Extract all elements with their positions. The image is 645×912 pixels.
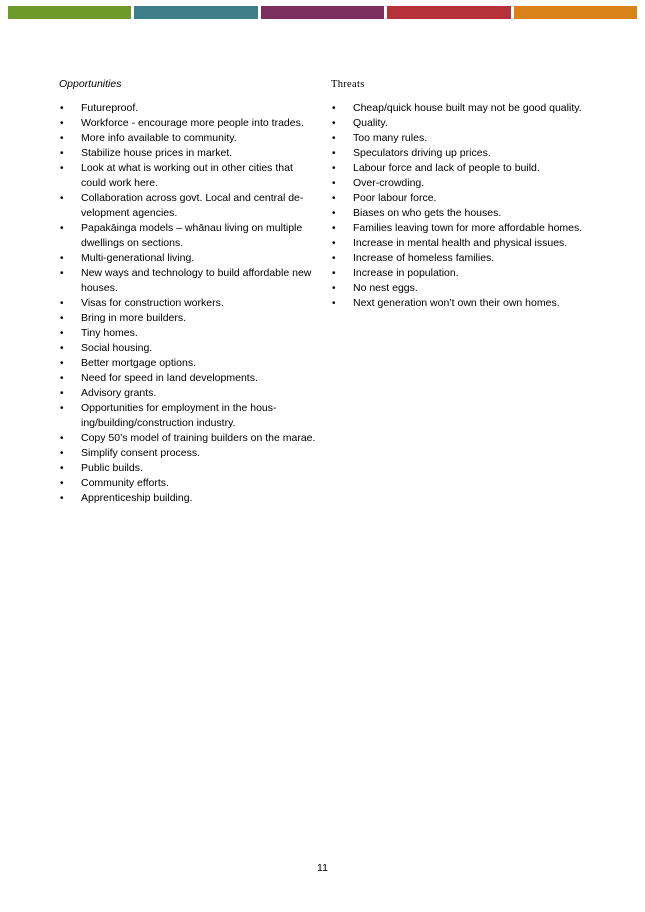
- list-item: • Labour force and lack of people to build.: [331, 161, 593, 176]
- list-item: • Increase in population.: [331, 266, 593, 281]
- color-bar: [8, 6, 637, 19]
- list-item: • No nest eggs.: [331, 281, 593, 296]
- color-bar-segment: [8, 6, 131, 19]
- list-item: • Workforce - encourage more people into trades.: [59, 116, 319, 131]
- list-item: • Simplify consent process.: [59, 446, 319, 461]
- threats-list: [331, 101, 593, 311]
- opportunities-heading: Opportunities: [59, 78, 122, 90]
- list-item: • Speculators driving up prices.: [331, 146, 593, 161]
- threats-heading: Threats: [331, 79, 365, 90]
- list-item: • Public builds.: [59, 461, 319, 476]
- threats-column: [331, 78, 593, 311]
- list-item: • Advisory grants.: [59, 386, 319, 401]
- color-bar-segment: [387, 6, 510, 19]
- list-item: • Increase in mental health and physical issues.: [331, 236, 593, 251]
- list-item: • Apprenticeship building.: [59, 491, 319, 506]
- list-item: • More info available to community.: [59, 131, 319, 146]
- list-item: • Too many rules.: [331, 131, 593, 146]
- list-item: • Collaboration across govt. Local and central de-velopment agencies.: [59, 191, 319, 221]
- opportunities-column: [59, 78, 319, 506]
- list-item: • Over-crowding.: [331, 176, 593, 191]
- list-item: • New ways and technology to build affordable new houses.: [59, 266, 319, 296]
- list-item: • Next generation won’t own their own homes.: [331, 296, 593, 311]
- list-item: • Multi-generational living.: [59, 251, 319, 266]
- list-item: • Quality.: [331, 116, 593, 131]
- list-item: • Bring in more builders.: [59, 311, 319, 326]
- list-item: • Better mortgage options.: [59, 356, 319, 371]
- color-bar-segment: [134, 6, 257, 19]
- page-number: 11: [317, 862, 328, 874]
- list-item: • Community efforts.: [59, 476, 319, 491]
- list-item: • Poor labour force.: [331, 191, 593, 206]
- list-item: • Futureproof.: [59, 101, 319, 116]
- list-item: • Biases on who gets the houses.: [331, 206, 593, 221]
- list-item: • Visas for construction workers.: [59, 296, 319, 311]
- color-bar-segment: [261, 6, 384, 19]
- list-item: • Need for speed in land developments.: [59, 371, 319, 386]
- list-item: • Families leaving town for more affordable homes.: [331, 221, 593, 236]
- list-item: • Look at what is working out in other cities that could work here.: [59, 161, 319, 191]
- opportunities-list: [59, 101, 319, 506]
- list-item: • Papakāinga models – whānau living on multiple dwellings on sections.: [59, 221, 319, 251]
- list-item: • Cheap/quick house built may not be good quality.: [331, 101, 593, 116]
- list-item: • Increase of homeless families.: [331, 251, 593, 266]
- list-item: • Tiny homes.: [59, 326, 319, 341]
- list-item: • Copy 50’s model of training builders on the marae.: [59, 431, 319, 446]
- list-item: • Stabilize house prices in market.: [59, 146, 319, 161]
- list-item: • Opportunities for employment in the hous-ing/building/construction industry.: [59, 401, 319, 431]
- color-bar-segment: [514, 6, 637, 19]
- list-item: • Social housing.: [59, 341, 319, 356]
